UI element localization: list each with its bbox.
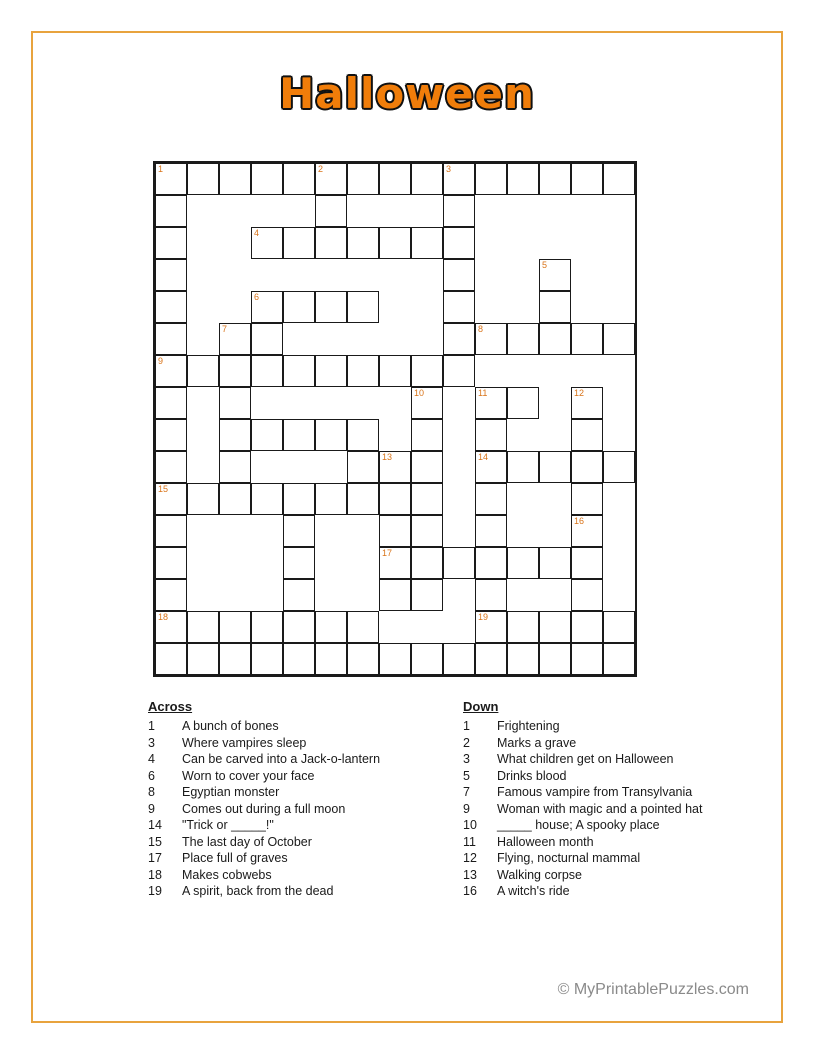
clue-item [463, 867, 763, 884]
cell-number: 6 [254, 292, 260, 302]
crossword-cell[interactable] [251, 483, 283, 515]
clue-number: 19 [148, 884, 162, 898]
crossword-cell[interactable] [155, 547, 187, 579]
clue-text: Where vampires sleep [182, 735, 307, 750]
clue-text: The last day of October [182, 834, 312, 849]
crossword-cell[interactable] [411, 643, 443, 675]
crossword-cells[interactable] [155, 163, 673, 675]
clue-number: 9 [463, 801, 470, 816]
cell-number: 12 [574, 388, 585, 398]
clue-item [148, 735, 478, 752]
crossword-cell[interactable] [251, 355, 283, 387]
clue-number: 17 [148, 851, 162, 865]
crossword-cell[interactable] [507, 163, 539, 195]
cell-number: 15 [158, 484, 169, 494]
crossword-cell[interactable] [379, 483, 411, 515]
cell-number: 18 [158, 612, 169, 622]
crossword-cell[interactable] [571, 611, 603, 643]
crossword-cell[interactable] [443, 291, 475, 323]
crossword-cell[interactable] [475, 579, 507, 611]
crossword-cell[interactable] [411, 547, 443, 579]
crossword-cell[interactable] [475, 643, 507, 675]
clue-item [148, 784, 478, 801]
clue-item [148, 850, 478, 867]
crossword-cell[interactable] [283, 643, 315, 675]
crossword-cell[interactable] [379, 227, 411, 259]
clue-item [148, 817, 478, 834]
crossword-cell[interactable] [283, 515, 315, 547]
crossword-cell[interactable] [347, 643, 379, 675]
crossword-cell[interactable] [155, 643, 187, 675]
clue-text: Egyptian monster [182, 785, 280, 799]
crossword-cell[interactable] [539, 451, 571, 483]
crossword-cell[interactable] [475, 611, 507, 643]
crossword-cell[interactable] [379, 643, 411, 675]
across-clues [148, 699, 478, 900]
crossword-cell[interactable] [347, 611, 379, 643]
crossword-cell[interactable] [219, 451, 251, 483]
cell-number: 4 [254, 228, 260, 238]
cell-number: 11 [478, 388, 488, 398]
crossword-cell[interactable] [475, 163, 507, 195]
crossword-cell[interactable] [155, 515, 187, 547]
cell-number: 14 [478, 452, 489, 462]
crossword-cell[interactable] [187, 355, 219, 387]
crossword-cell[interactable] [571, 419, 603, 451]
clue-item [148, 883, 478, 900]
crossword-cell[interactable] [315, 611, 347, 643]
cell-number: 10 [414, 388, 425, 398]
clue-number: 3 [148, 735, 155, 750]
clue-number: 4 [148, 752, 155, 766]
crossword-cell[interactable] [283, 419, 315, 451]
clue-text: A spirit, back from the dead [182, 884, 334, 898]
cell-number: 13 [382, 452, 393, 462]
crossword-cell[interactable] [379, 515, 411, 547]
clue-item [463, 834, 763, 851]
clue-number: 18 [148, 867, 162, 882]
clue-number: 5 [463, 768, 470, 783]
crossword-cell[interactable] [251, 163, 283, 195]
clue-item [148, 834, 478, 851]
crossword-cell[interactable] [571, 451, 603, 483]
crossword-cell[interactable] [507, 387, 539, 419]
crossword-cell[interactable] [219, 643, 251, 675]
crossword-cell[interactable] [219, 387, 251, 419]
clue-number: 15 [148, 834, 162, 849]
crossword-cell[interactable] [219, 355, 251, 387]
crossword-cell[interactable] [155, 419, 187, 451]
crossword-cell[interactable] [379, 579, 411, 611]
crossword-cell[interactable] [283, 291, 315, 323]
cell-number: 7 [222, 324, 228, 334]
clue-text: A witch's ride [497, 884, 570, 898]
crossword-cell[interactable] [507, 643, 539, 675]
crossword-cell[interactable] [571, 387, 603, 419]
crossword-cell[interactable] [251, 611, 283, 643]
crossword-cell[interactable] [507, 451, 539, 483]
crossword-cell[interactable] [539, 163, 571, 195]
crossword-cell[interactable] [539, 323, 571, 355]
clue-item [463, 768, 763, 785]
crossword-cell[interactable] [251, 291, 283, 323]
clue-text: What children get on Halloween [497, 752, 674, 766]
crossword-cell[interactable] [379, 547, 411, 579]
crossword-cell[interactable] [475, 483, 507, 515]
clue-item [463, 751, 763, 768]
clue-text: Walking corpse [497, 867, 582, 882]
crossword-cell[interactable] [347, 355, 379, 387]
crossword-cell[interactable] [219, 323, 251, 355]
clue-item [463, 784, 763, 801]
crossword-cell[interactable] [603, 323, 635, 355]
crossword-cell[interactable] [283, 355, 315, 387]
crossword-cell[interactable] [379, 355, 411, 387]
clue-number: 1 [148, 719, 155, 733]
cell-number: 8 [478, 324, 484, 334]
crossword-cell[interactable] [315, 291, 347, 323]
crossword-cell[interactable] [187, 611, 219, 643]
across-heading: Across [148, 699, 193, 714]
crossword-cell[interactable] [155, 163, 187, 195]
clue-item [463, 735, 763, 752]
footer-credit: © MyPrintablePuzzles.com [557, 981, 749, 998]
crossword-cell[interactable] [283, 547, 315, 579]
crossword-cell[interactable] [315, 419, 347, 451]
crossword-cell[interactable] [283, 227, 315, 259]
crossword-cell[interactable] [475, 547, 507, 579]
clue-number: 6 [148, 768, 155, 783]
crossword-cell[interactable] [443, 643, 475, 675]
crossword-cell[interactable] [411, 483, 443, 515]
crossword-cell[interactable] [155, 227, 187, 259]
crossword-cell[interactable] [155, 195, 187, 227]
cell-number: 2 [318, 164, 324, 174]
crossword-cell[interactable] [315, 195, 347, 227]
crossword-cell[interactable] [603, 163, 635, 195]
crossword-cell[interactable] [539, 291, 571, 323]
clue-number: 2 [463, 735, 470, 750]
clue-item [148, 751, 478, 768]
crossword-cell[interactable] [603, 611, 635, 643]
across-clue-list [148, 718, 478, 900]
clue-text: Famous vampire from Transylvania [497, 785, 693, 799]
crossword-cell[interactable] [155, 259, 187, 291]
crossword-cell[interactable] [507, 611, 539, 643]
crossword-cell[interactable] [571, 515, 603, 547]
crossword-grid[interactable] [155, 163, 673, 675]
crossword-cell[interactable] [603, 451, 635, 483]
crossword-cell[interactable] [219, 483, 251, 515]
crossword-cell[interactable] [347, 163, 379, 195]
crossword-cell[interactable] [155, 323, 187, 355]
crossword-cell[interactable] [603, 643, 635, 675]
clue-number: 13 [463, 867, 477, 882]
cell-number: 9 [158, 356, 164, 366]
crossword-cell[interactable] [155, 355, 187, 387]
cell-number: 5 [542, 260, 548, 270]
crossword-cell[interactable] [571, 547, 603, 579]
crossword-cell[interactable] [315, 355, 347, 387]
crossword-cell[interactable] [155, 291, 187, 323]
crossword-cell[interactable] [283, 611, 315, 643]
crossword-cell[interactable] [507, 323, 539, 355]
cell-number: 17 [382, 548, 393, 558]
crossword-cell[interactable] [411, 515, 443, 547]
crossword-cell[interactable] [347, 291, 379, 323]
crossword-cell[interactable] [251, 419, 283, 451]
clue-item [148, 768, 478, 785]
crossword-cell[interactable] [411, 579, 443, 611]
crossword-cell[interactable] [411, 227, 443, 259]
crossword-cell[interactable] [443, 355, 475, 387]
crossword-cell[interactable] [475, 387, 507, 419]
clue-text: A bunch of bones [182, 719, 279, 733]
clue-text: Halloween month [497, 834, 594, 849]
crossword-cell[interactable] [155, 483, 187, 515]
crossword-cell[interactable] [283, 483, 315, 515]
down-clue-list [463, 718, 763, 900]
clue-item [148, 801, 478, 818]
cell-number: 19 [478, 612, 489, 622]
crossword-cell[interactable] [539, 547, 571, 579]
crossword-cell[interactable] [443, 163, 475, 195]
cell-number: 1 [158, 164, 164, 174]
crossword-cell[interactable] [379, 451, 411, 483]
crossword-cell[interactable] [539, 643, 571, 675]
crossword-cell[interactable] [315, 643, 347, 675]
crossword-cell[interactable] [539, 611, 571, 643]
clue-number: 10 [463, 818, 477, 832]
clue-number: 11 [463, 834, 476, 849]
crossword-cell[interactable] [443, 259, 475, 291]
crossword-cell[interactable] [571, 643, 603, 675]
cell-number: 16 [574, 516, 585, 526]
crossword-cell[interactable] [155, 451, 187, 483]
crossword-cell[interactable] [347, 227, 379, 259]
crossword-cell[interactable] [475, 451, 507, 483]
clue-text: _____ house; A spooky place [497, 818, 660, 832]
clue-number: 9 [148, 801, 155, 816]
crossword-cell[interactable] [507, 547, 539, 579]
crossword-cell[interactable] [187, 163, 219, 195]
clue-item [463, 718, 763, 735]
crossword-cell[interactable] [475, 419, 507, 451]
clue-number: 7 [463, 785, 470, 799]
crossword-cell[interactable] [251, 323, 283, 355]
crossword-cell[interactable] [443, 195, 475, 227]
crossword-cell[interactable] [219, 419, 251, 451]
crossword-cell[interactable] [347, 483, 379, 515]
down-clues [463, 699, 763, 900]
crossword-cell[interactable] [571, 163, 603, 195]
printable-page [31, 31, 783, 1023]
crossword-cell[interactable] [411, 355, 443, 387]
clue-text: Worn to cover your face [182, 768, 315, 783]
crossword-cell[interactable] [155, 387, 187, 419]
clue-text: Can be carved into a Jack-o-lantern [182, 752, 381, 766]
crossword-cell[interactable] [283, 579, 315, 611]
crossword-cell[interactable] [411, 387, 443, 419]
clue-text: Flying, nocturnal mammal [497, 851, 641, 865]
crossword-cell[interactable] [443, 227, 475, 259]
clue-number: 14 [148, 818, 162, 832]
clue-item [148, 718, 478, 735]
crossword-cell[interactable] [571, 579, 603, 611]
clue-number: 12 [463, 851, 477, 865]
crossword-cell[interactable] [155, 611, 187, 643]
clue-text: Place full of graves [182, 851, 288, 865]
clue-text: "Trick or _____!" [182, 818, 274, 832]
crossword-cell[interactable] [219, 611, 251, 643]
crossword-cell[interactable] [315, 163, 347, 195]
crossword-cell[interactable] [571, 323, 603, 355]
crossword-cell[interactable] [315, 483, 347, 515]
crossword-cell[interactable] [219, 163, 251, 195]
crossword-cell[interactable] [187, 643, 219, 675]
page-title: Halloween [279, 69, 535, 118]
clue-text: Makes cobwebs [182, 867, 272, 882]
clue-text: Woman with magic and a pointed hat [497, 801, 703, 816]
cell-number: 3 [446, 164, 452, 174]
crossword-cell[interactable] [475, 515, 507, 547]
clue-item [148, 867, 478, 884]
clue-item [463, 817, 763, 834]
crossword-cell[interactable] [411, 163, 443, 195]
clue-number: 1 [463, 719, 470, 733]
crossword-cell[interactable] [571, 483, 603, 515]
crossword-cell[interactable] [315, 227, 347, 259]
clue-text: Marks a grave [497, 735, 577, 750]
crossword-cell[interactable] [347, 419, 379, 451]
clue-text: Drinks blood [497, 768, 567, 783]
crossword-cell[interactable] [283, 163, 315, 195]
clue-item [463, 850, 763, 867]
crossword-cell[interactable] [251, 643, 283, 675]
crossword-cell[interactable] [475, 323, 507, 355]
clue-number: 3 [463, 752, 470, 766]
down-heading: Down [463, 699, 499, 714]
crossword-cell[interactable] [443, 547, 475, 579]
crossword-cell[interactable] [443, 323, 475, 355]
crossword-cell[interactable] [379, 163, 411, 195]
clue-text: Frightening [497, 719, 560, 733]
crossword-cell[interactable] [187, 483, 219, 515]
crossword-cell[interactable] [251, 227, 283, 259]
crossword-cell[interactable] [411, 419, 443, 451]
clue-number: 8 [148, 785, 155, 799]
crossword-cell[interactable] [411, 451, 443, 483]
clue-item [463, 883, 763, 900]
clue-number: 16 [463, 884, 477, 898]
crossword-cell[interactable] [347, 451, 379, 483]
crossword-cell[interactable] [539, 259, 571, 291]
clue-text: Comes out during a full moon [182, 801, 346, 816]
clue-item [463, 801, 763, 818]
crossword-cell[interactable] [155, 579, 187, 611]
